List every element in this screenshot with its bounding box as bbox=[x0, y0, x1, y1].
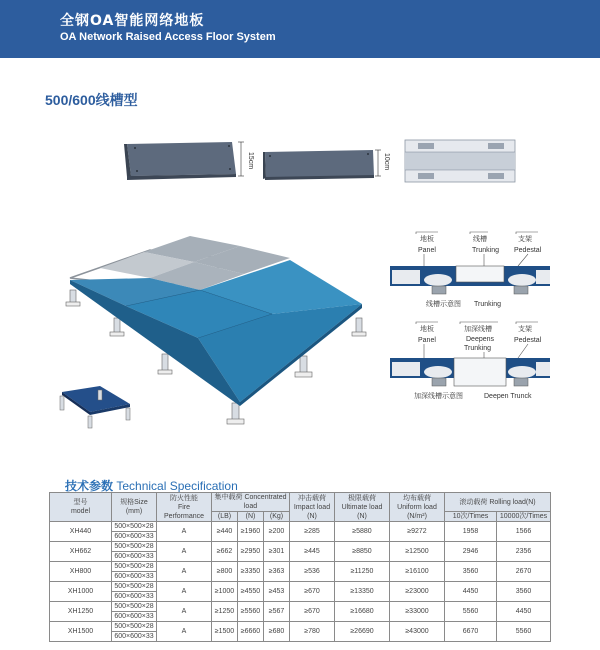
cell-model: XH662 bbox=[50, 542, 112, 562]
spec-title-en: Technical Specification bbox=[116, 479, 238, 493]
cell-kg: ≥680 bbox=[264, 622, 290, 642]
th-size: 规格Size (mm) bbox=[112, 493, 157, 522]
d2-caption-en: Deepen Trunck bbox=[484, 393, 532, 400]
cell-size: 500×500×28 bbox=[112, 582, 157, 592]
th-concentrated: 集中载荷 Concentrated load bbox=[212, 493, 290, 512]
d2-panel-cn: 地板 bbox=[420, 325, 434, 333]
cell-r10000: 2670 bbox=[497, 562, 551, 582]
cell-uni: ≥23000 bbox=[390, 582, 445, 602]
cell-kg: ≥453 bbox=[264, 582, 290, 602]
cell-kg: ≥200 bbox=[264, 522, 290, 542]
cell-model: XH1000 bbox=[50, 582, 112, 602]
d2-deepens-en1: Deepens bbox=[466, 336, 495, 343]
cell-fire: A bbox=[157, 582, 212, 602]
spec-title-cn: 技术参数 bbox=[65, 479, 114, 493]
cell-size: 600×600×33 bbox=[112, 532, 157, 542]
cell-r10: 5560 bbox=[445, 602, 497, 622]
cell-n: ≥1960 bbox=[238, 522, 264, 542]
d1-caption-en: Trunking bbox=[474, 301, 501, 308]
th-kg: (Kg) bbox=[264, 512, 290, 522]
cell-model: XH440 bbox=[50, 522, 112, 542]
d2-deepens-cn: 加深线槽 bbox=[464, 325, 492, 333]
table-row bbox=[50, 522, 551, 532]
cell-impact: ≥536 bbox=[290, 562, 335, 582]
th-rolling: 滚动载荷 Rolling load(N) bbox=[445, 493, 551, 512]
deepen-trunking-section-diagram bbox=[388, 318, 558, 410]
d2-caption-cn: 加深线槽示意图 bbox=[414, 392, 463, 400]
th-model: 型号 model bbox=[50, 493, 112, 522]
cell-ult: ≥8850 bbox=[335, 542, 390, 562]
cell-impact: ≥285 bbox=[290, 522, 335, 542]
cell-model: XH800 bbox=[50, 562, 112, 582]
cell-size: 500×500×28 bbox=[112, 622, 157, 632]
cell-lb: ≥800 bbox=[212, 562, 238, 582]
table-row bbox=[50, 542, 551, 552]
cell-uni: ≥16100 bbox=[390, 562, 445, 582]
table-row bbox=[50, 622, 551, 632]
d1-pedestal-en: Pedestal bbox=[514, 247, 542, 254]
d1-caption-cn: 线槽示意图 bbox=[426, 300, 461, 308]
header-banner bbox=[0, 0, 600, 58]
cell-impact: ≥780 bbox=[290, 622, 335, 642]
cell-model: XH1500 bbox=[50, 622, 112, 642]
cell-impact: ≥670 bbox=[290, 582, 335, 602]
header-title-cn: 全钢OA智能网络地板 bbox=[60, 13, 205, 29]
cell-lb: ≥1500 bbox=[212, 622, 238, 642]
spec-table bbox=[49, 492, 551, 642]
cell-fire: A bbox=[157, 542, 212, 562]
th-ultimate: 极限载荷 Ultimate load (N) bbox=[335, 493, 390, 522]
cell-r10: 1958 bbox=[445, 522, 497, 542]
cell-lb: ≥1000 bbox=[212, 582, 238, 602]
cell-kg: ≥567 bbox=[264, 602, 290, 622]
d1-panel-cn: 地板 bbox=[420, 235, 434, 243]
cell-fire: A bbox=[157, 562, 212, 582]
cell-kg: ≥301 bbox=[264, 542, 290, 562]
cell-r10: 4450 bbox=[445, 582, 497, 602]
cell-size: 600×600×33 bbox=[112, 612, 157, 622]
th-impact: 冲击载荷 Impact load (N) bbox=[290, 493, 335, 522]
cell-model: XH1250 bbox=[50, 602, 112, 622]
d2-panel-en: Panel bbox=[418, 337, 436, 344]
th-uniform: 均布载荷 Uniform load (N/m²) bbox=[390, 493, 445, 522]
trunking-cover-15cm-image bbox=[124, 142, 244, 180]
trunking-section-diagram bbox=[388, 228, 558, 313]
cell-size: 500×500×28 bbox=[112, 602, 157, 612]
d2-pedestal-cn: 支架 bbox=[518, 325, 532, 333]
th-lb: (LB) bbox=[212, 512, 238, 522]
cell-r10000: 1566 bbox=[497, 522, 551, 542]
cell-size: 500×500×28 bbox=[112, 562, 157, 572]
dim-label-15cm: 15cm bbox=[247, 152, 254, 170]
table-row bbox=[50, 602, 551, 612]
d2-deepens-en2: Trunking bbox=[464, 345, 491, 352]
panel-images bbox=[0, 130, 600, 200]
cell-fire: A bbox=[157, 602, 212, 622]
cell-r10: 6670 bbox=[445, 622, 497, 642]
th-r10: 10次/Times bbox=[445, 512, 497, 522]
cell-size: 600×600×33 bbox=[112, 632, 157, 642]
trunking-cover-10cm-image bbox=[263, 150, 381, 180]
cell-lb: ≥662 bbox=[212, 542, 238, 562]
section-title: 500/600线槽型 bbox=[45, 92, 138, 108]
th-n: (N) bbox=[238, 512, 264, 522]
cell-ult: ≥26690 bbox=[335, 622, 390, 642]
cell-r10000: 4450 bbox=[497, 602, 551, 622]
cell-ult: ≥11250 bbox=[335, 562, 390, 582]
table-row bbox=[50, 562, 551, 572]
cell-r10000: 3560 bbox=[497, 582, 551, 602]
cell-size: 500×500×28 bbox=[112, 542, 157, 552]
d1-panel-en: Panel bbox=[418, 247, 436, 254]
cell-n: ≥4550 bbox=[238, 582, 264, 602]
cell-r10: 2946 bbox=[445, 542, 497, 562]
cell-size: 600×600×33 bbox=[112, 592, 157, 602]
table-row bbox=[50, 582, 551, 592]
cell-ult: ≥5880 bbox=[335, 522, 390, 542]
cell-uni: ≥12500 bbox=[390, 542, 445, 562]
d2-pedestal-en: Pedestal bbox=[514, 337, 542, 344]
cell-impact: ≥445 bbox=[290, 542, 335, 562]
cell-n: ≥6660 bbox=[238, 622, 264, 642]
cell-n: ≥5560 bbox=[238, 602, 264, 622]
cell-ult: ≥13350 bbox=[335, 582, 390, 602]
cell-fire: A bbox=[157, 622, 212, 642]
cell-lb: ≥1250 bbox=[212, 602, 238, 622]
cell-size: 600×600×33 bbox=[112, 572, 157, 582]
cell-uni: ≥43000 bbox=[390, 622, 445, 642]
th-fire: 防火性能 Fire Performance bbox=[157, 493, 212, 522]
cell-ult: ≥16680 bbox=[335, 602, 390, 622]
cell-kg: ≥363 bbox=[264, 562, 290, 582]
cell-size: 500×500×28 bbox=[112, 522, 157, 532]
dim-label-10cm: 10cm bbox=[383, 153, 390, 171]
cell-lb: ≥440 bbox=[212, 522, 238, 542]
cell-impact: ≥670 bbox=[290, 602, 335, 622]
th-r10000: 10000次/Times bbox=[497, 512, 551, 522]
cell-uni: ≥9272 bbox=[390, 522, 445, 542]
d1-pedestal-cn: 支架 bbox=[518, 235, 532, 243]
trunking-base-image bbox=[405, 140, 515, 182]
d1-trunking-cn: 线槽 bbox=[473, 235, 487, 243]
cell-r10000: 5560 bbox=[497, 622, 551, 642]
cell-r10: 3560 bbox=[445, 562, 497, 582]
cell-n: ≥3350 bbox=[238, 562, 264, 582]
cell-n: ≥2950 bbox=[238, 542, 264, 562]
cell-r10000: 2356 bbox=[497, 542, 551, 562]
cell-uni: ≥33000 bbox=[390, 602, 445, 622]
d1-trunking-en: Trunking bbox=[472, 247, 499, 254]
cell-size: 600×600×33 bbox=[112, 552, 157, 562]
header-title-en: OA Network Raised Access Floor System bbox=[60, 31, 276, 43]
cell-fire: A bbox=[157, 522, 212, 542]
floor-system-illustration bbox=[40, 220, 380, 450]
